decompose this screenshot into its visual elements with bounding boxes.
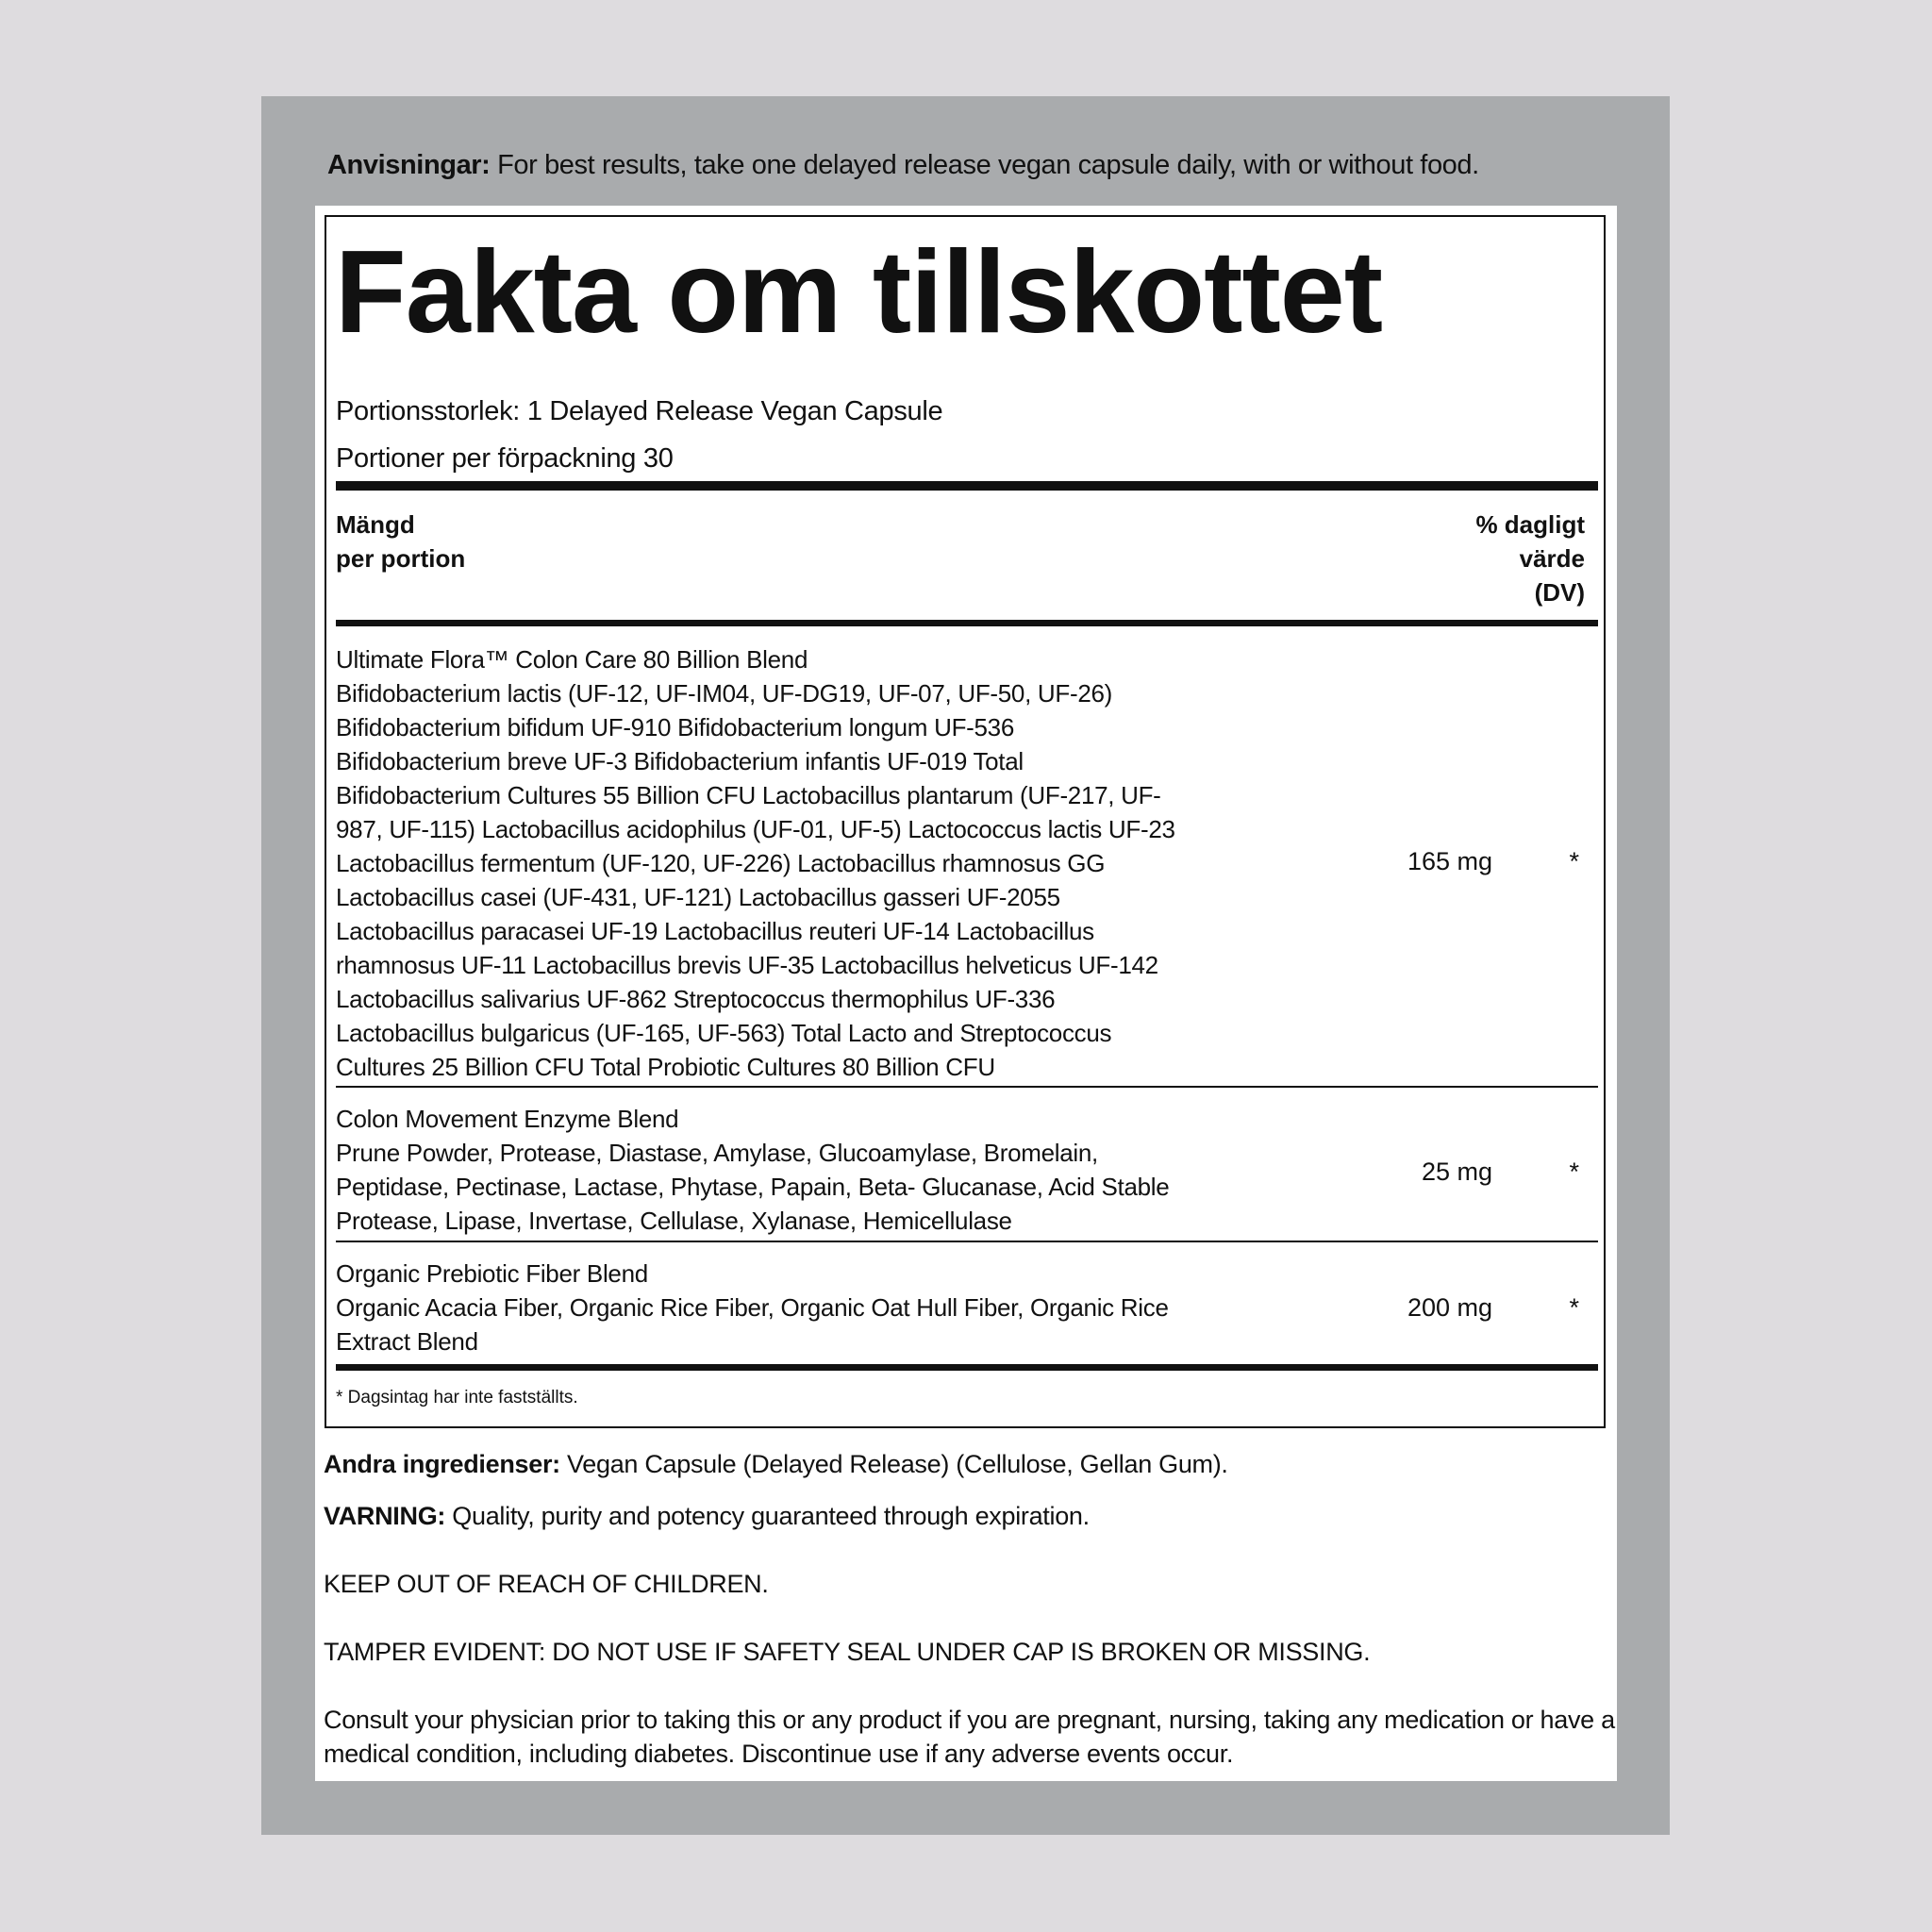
ingredient-line: Lactobacillus casei (UF-431, UF-121) Lactobacillus gasseri UF-2055 [336,883,1060,911]
facts-title: Fakta om tillskottet [335,227,1382,358]
other-ingredients [324,1447,1228,1481]
ingredient-amount: 165 mg [1407,847,1492,875]
ingredient-description [336,642,1175,1084]
ingredient-line: 987, UF-115) Lactobacillus acidophilus (UF-01, UF-5) Lactococcus lactis UF-23 [336,815,1175,843]
ingredient-line: Colon Movement Enzyme Blend [336,1105,679,1133]
medium-divider [336,1364,1598,1371]
ingredient-description [336,1257,1169,1358]
thick-divider [336,481,1598,491]
directions [327,143,1479,187]
medium-divider [336,620,1598,626]
footnote: * Dagsintag har inte fastställts. [336,1388,578,1407]
directions-text: For best results, take one delayed release vegan capsule daily, with or without food. [490,150,1479,180]
other-ingredients-text: Vegan Capsule (Delayed Release) (Cellulose, Gellan Gum). [559,1450,1228,1478]
ingredient-line: Lactobacillus salivarius UF-862 Streptococcus thermophilus UF-336 [336,985,1056,1013]
ingredient-amount: 200 mg [1407,1293,1492,1322]
ingredient-row [336,642,1598,1095]
label-panel [315,206,1617,1781]
header-right-line: % dagligt [1475,510,1585,539]
ingredient-row [336,1102,1598,1243]
ingredient-line: Organic Prebiotic Fiber Blend [336,1259,648,1288]
ingredient-line: Bifidobacterium breve UF-3 Bifidobacterium infantis UF-019 Total [336,747,1024,775]
ingredient-line: Organic Acacia Fiber, Organic Rice Fiber, Organic Oat Hull Fiber, Organic Rice [336,1293,1169,1322]
warning-text: Quality, purity and potency guaranteed through expiration. [445,1502,1090,1530]
keep-out-notice: KEEP OUT OF REACH OF CHILDREN. [324,1570,769,1598]
serving-size: Portionsstorlek: 1 Delayed Release Vegan Capsule [336,396,943,426]
thin-divider [336,1086,1598,1088]
daily-value-marker: * [1569,847,1579,875]
header-right-line: (DV) [1534,578,1585,607]
amount-per-serving-header [336,508,465,575]
directions-label: Anvisningar: [327,150,491,180]
ingredient-line: Protease, Lipase, Invertase, Cellulase, Xylanase, Hemicellulase [336,1207,1012,1235]
daily-value-marker: * [1569,1293,1579,1322]
consult-line: medical condition, including diabetes. Discontinue use if any adverse events occur. [324,1740,1234,1768]
daily-value-marker: * [1569,1158,1579,1186]
ingredient-line: Lactobacillus bulgaricus (UF-165, UF-563) Total Lacto and Streptococcus [336,1019,1112,1047]
ingredient-line: rhamnosus UF-11 Lactobacillus brevis UF-35 Lactobacillus helveticus UF-142 [336,951,1158,979]
ingredient-description [336,1102,1170,1238]
ingredient-amount: 25 mg [1421,1158,1492,1186]
ingredient-line: Ultimate Flora™ Colon Care 80 Billion Blend [336,645,808,674]
ingredient-line: Lactobacillus paracasei UF-19 Lactobacillus reuteri UF-14 Lactobacillus [336,917,1094,945]
warning-label: VARNING: [324,1502,446,1530]
other-ingredients-label: Andra ingredienser: [324,1450,560,1478]
ingredient-line: Lactobacillus fermentum (UF-120, UF-226) Lactobacillus rhamnosus GG [336,849,1106,877]
ingredient-line: Extract Blend [336,1327,478,1356]
consult-line: Consult your physician prior to taking this or any product if you are pregnant, nursing, taking any medication or have a [324,1706,1615,1734]
ingredient-line: Prune Powder, Protease, Diastase, Amylase, Glucoamylase, Bromelain, [336,1139,1098,1167]
tamper-notice: TAMPER EVIDENT: DO NOT USE IF SAFETY SEAL UNDER CAP IS BROKEN OR MISSING. [324,1638,1371,1666]
consult-notice [324,1703,1615,1771]
ingredient-line: Bifidobacterium bifidum UF-910 Bifidobacterium longum UF-536 [336,713,1014,741]
supplement-facts-box [325,215,1606,1428]
header-left-line: per portion [336,544,466,573]
ingredient-line: Bifidobacterium Cultures 55 Billion CFU Lactobacillus plantarum (UF-217, UF- [336,781,1161,809]
daily-value-header [1475,508,1585,609]
header-left-line: Mängd [336,510,415,539]
warning [324,1499,1090,1533]
header-right-line: värde [1519,544,1585,573]
ingredient-row [336,1257,1598,1360]
ingredient-line: Peptidase, Pectinase, Lactase, Phytase, Papain, Beta- Glucanase, Acid Stable [336,1173,1170,1201]
ingredient-line: Cultures 25 Billion CFU Total Probiotic Cultures 80 Billion CFU [336,1053,995,1081]
servings-per-container: Portioner per förpackning 30 [336,443,674,474]
ingredient-line: Bifidobacterium lactis (UF-12, UF-IM04, UF-DG19, UF-07, UF-50, UF-26) [336,679,1113,708]
thin-divider [336,1241,1598,1242]
